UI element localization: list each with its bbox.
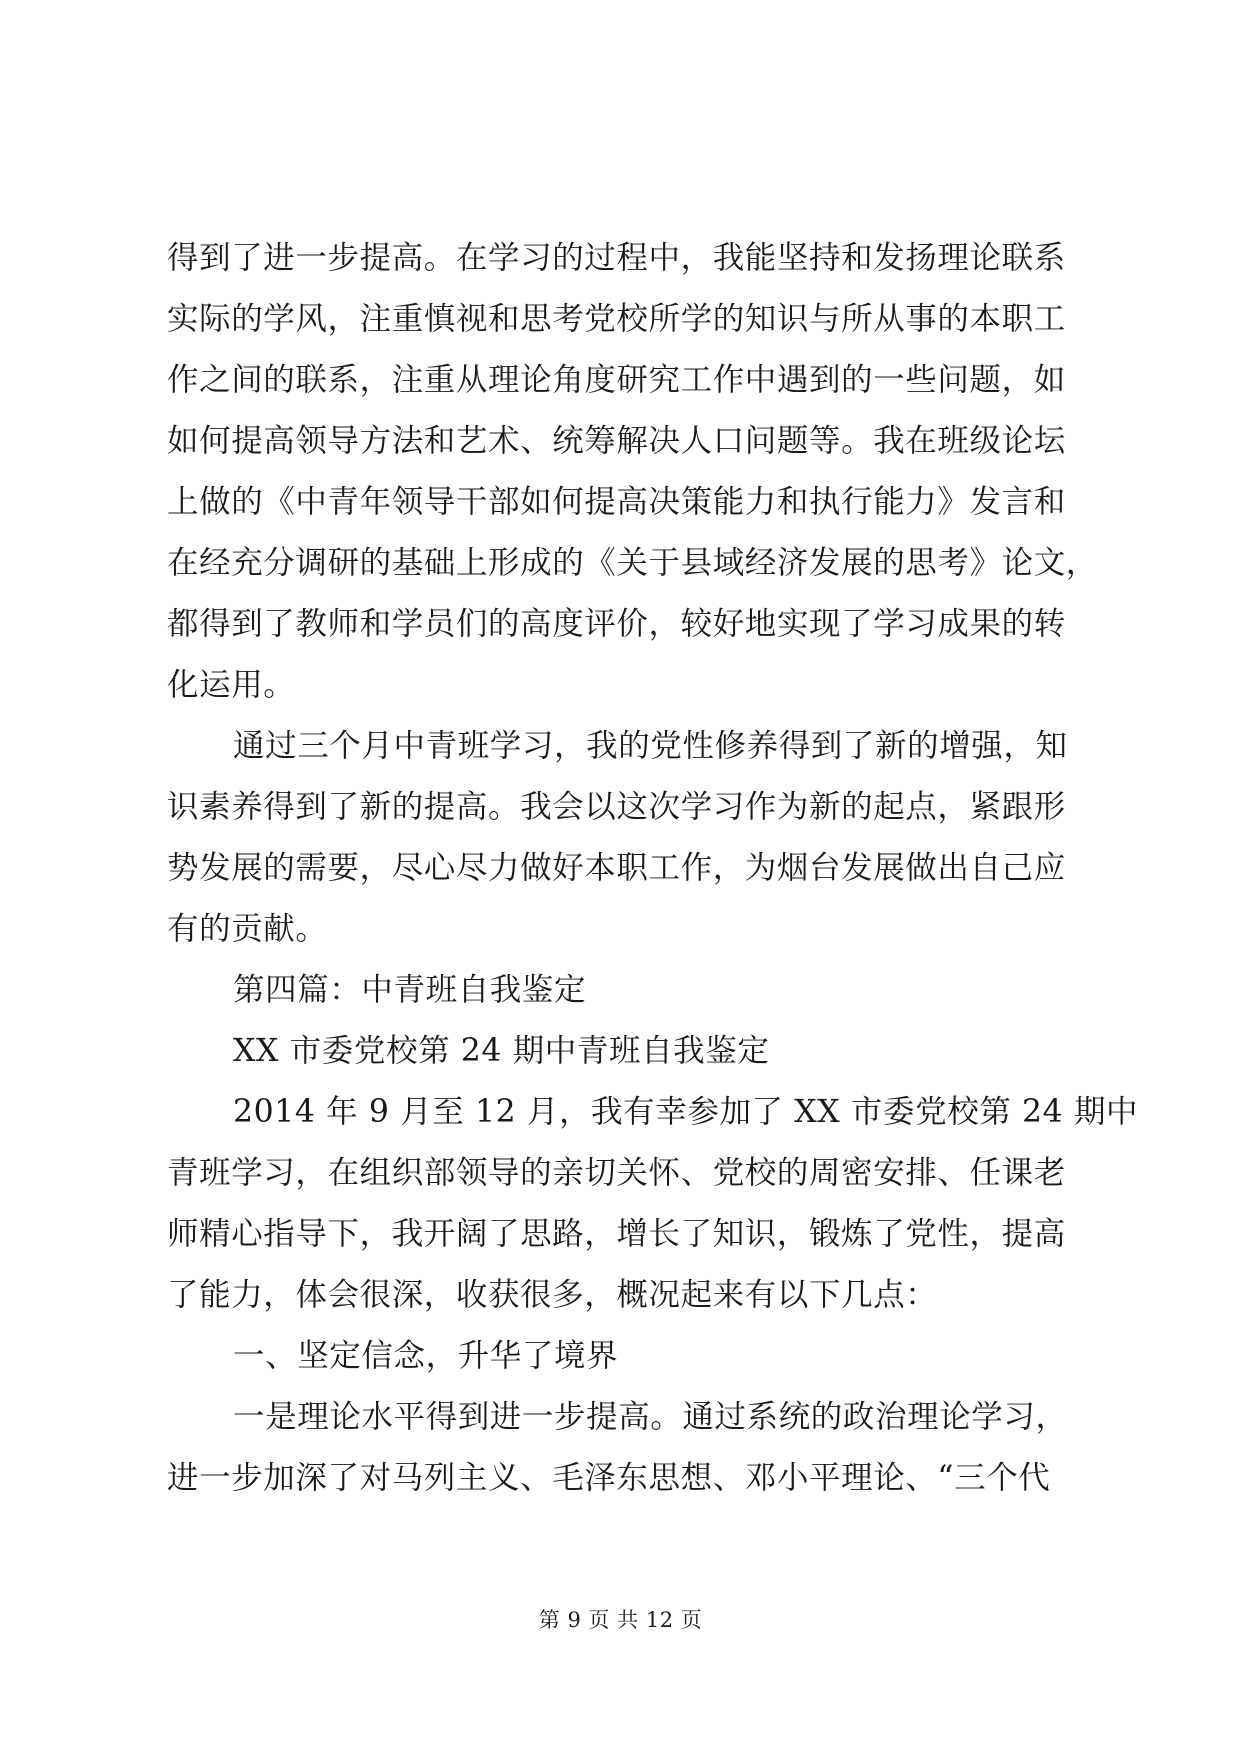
text-line-3: 作之间的联系，注重从理论角度研究工作中遇到的一些问题，如	[167, 362, 1066, 398]
text-line-18: 了能力，体会很深，收获很多，概况起来有以下几点：	[167, 1277, 938, 1313]
page-number-footer: 第 9 页 共 12 页	[538, 1608, 703, 1632]
text-line-21: 进一步加深了对马列主义、毛泽东思想、邓小平理论、“三个代	[167, 1460, 1051, 1496]
text-line-5: 上做的《中青年领导干部如何提高决策能力和执行能力》发言和	[167, 484, 1066, 520]
text-line-11: 势发展的需要，尽心尽力做好本职工作，为烟台发展做出自己应	[167, 850, 1066, 886]
text-line-10: 识素养得到了新的提高。我会以这次学习作为新的起点，紧跟形	[167, 789, 1066, 825]
text-line-9: 通过三个月中青班学习，我的党性修养得到了新的增强，知	[233, 728, 1068, 764]
text-line-6: 在经充分调研的基础上形成的《关于县域经济发展的思考》论文，	[167, 545, 1098, 581]
section-subtitle: XX 市委党校第 24 期中青班自我鉴定	[233, 1033, 770, 1069]
text-line-15: 2014 年 9 月至 12 月，我有幸参加了 XX 市委党校第 24 期中	[233, 1094, 1139, 1130]
text-line-8: 化运用。	[167, 667, 296, 703]
document-body	[167, 228, 1139, 1509]
text-line-16: 青班学习，在组织部领导的亲切关怀、党校的周密安排、任课老	[167, 1155, 1066, 1191]
subsection-heading: 一、坚定信念，升华了境界	[233, 1338, 619, 1374]
section-heading: 第四篇：中青班自我鉴定	[233, 972, 587, 1008]
text-line-1: 得到了进一步提高。在学习的过程中，我能坚持和发扬理论联系	[167, 240, 1066, 276]
text-line-12: 有的贡献。	[167, 911, 328, 947]
text-line-7: 都得到了教师和学员们的高度评价，较好地实现了学习成果的转	[167, 606, 1066, 642]
text-line-17: 师精心指导下，我开阔了思路，增长了知识，锻炼了党性，提高	[167, 1216, 1066, 1252]
text-line-2: 实际的学风，注重慎视和思考党校所学的知识与所从事的本职工	[167, 301, 1066, 337]
text-line-4: 如何提高领导方法和艺术、统筹解决人口问题等。我在班级论坛	[167, 423, 1066, 459]
text-line-20: 一是理论水平得到进一步提高。通过系统的政治理论学习，	[233, 1399, 1068, 1435]
